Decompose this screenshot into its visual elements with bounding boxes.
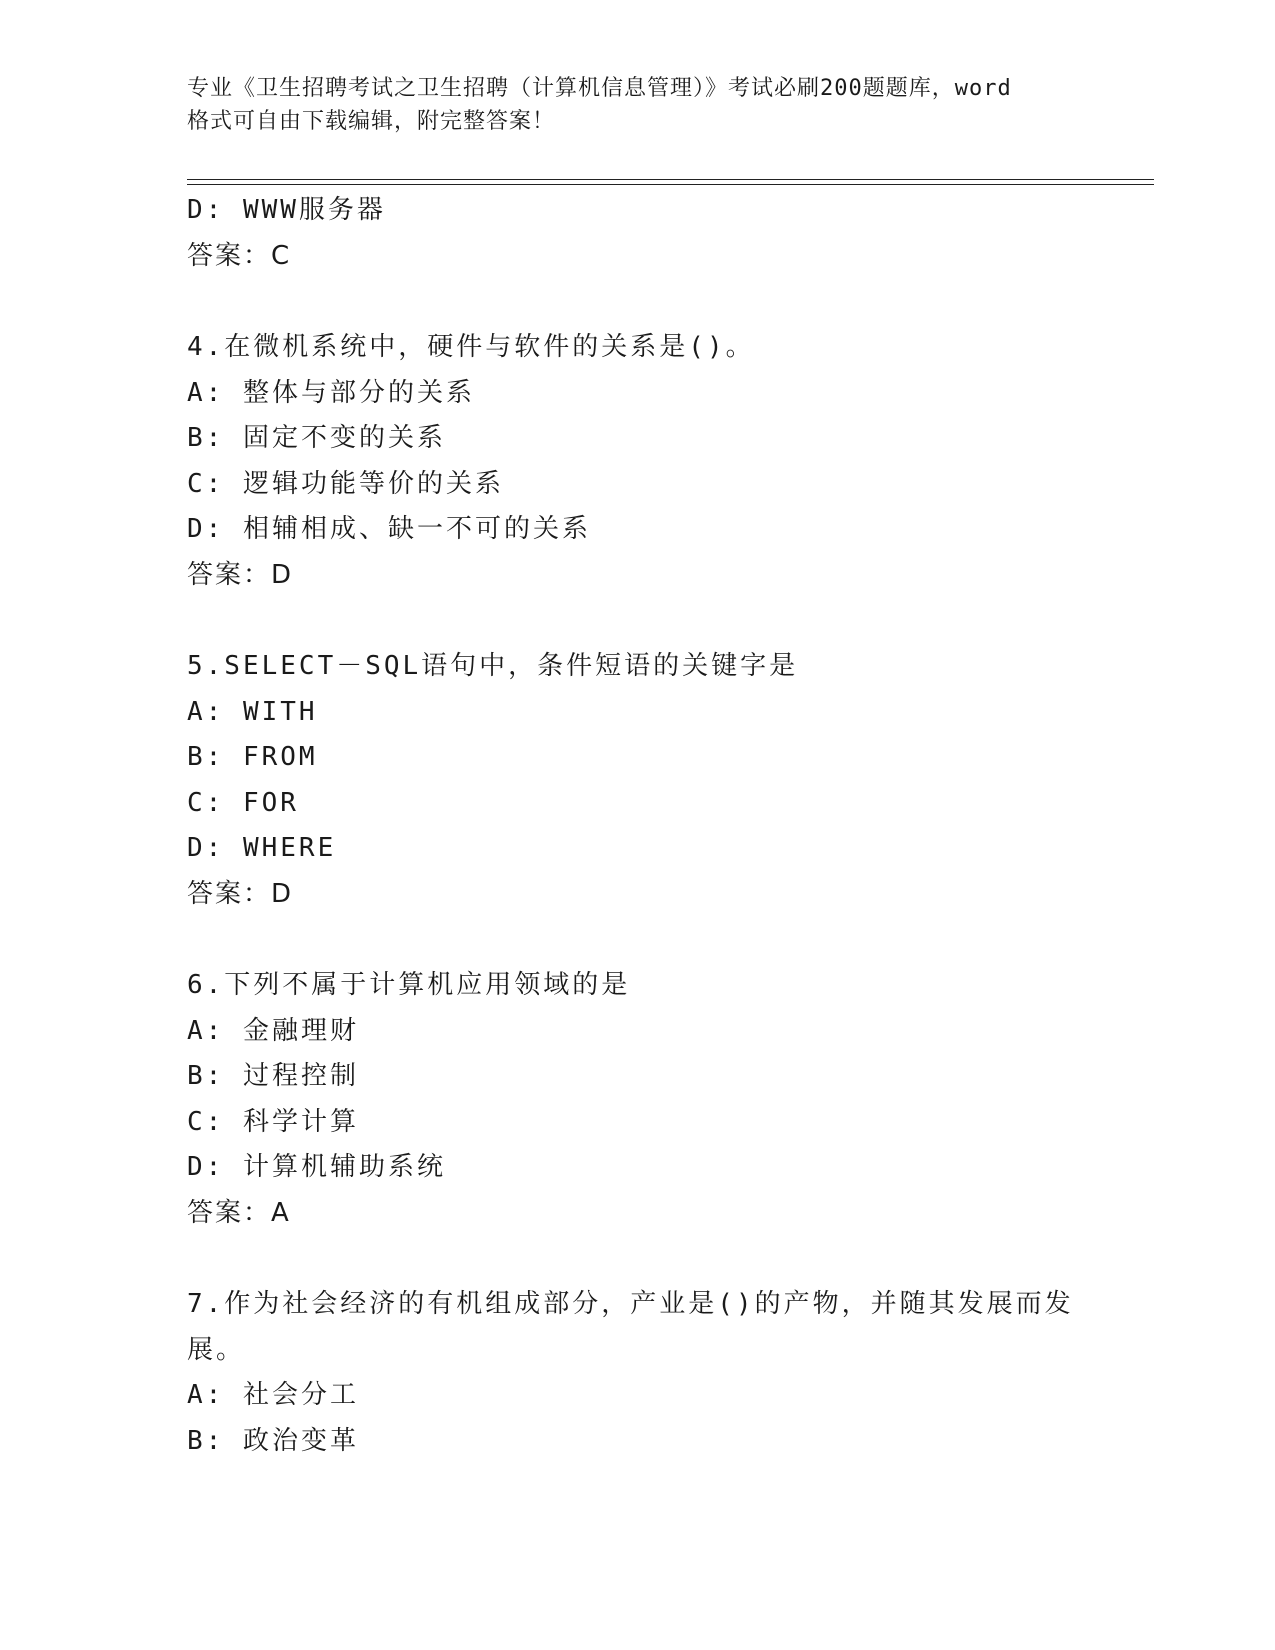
- question-list: [187, 188, 1087, 1464]
- question-stem: 6.下列不属于计算机应用领域的是: [187, 970, 631, 1000]
- option-b: B: 政治变革: [187, 1425, 359, 1456]
- option-a: A: WITH: [187, 696, 318, 727]
- header-divider: [187, 179, 1154, 185]
- question-stem: 4.在微机系统中，硬件与软件的关系是()。: [187, 332, 755, 362]
- option-b: B: 固定不变的关系: [187, 423, 446, 453]
- answer: 答案：C: [187, 240, 292, 271]
- option-c: C: 逻辑功能等价的关系: [187, 468, 504, 499]
- option-c: C: FOR: [187, 787, 299, 818]
- option-d: D: WHERE: [187, 833, 337, 863]
- header-title-line-1: 专业《卫生招聘考试之卫生招聘（计算机信息管理）》考试必刷200题题库，word: [187, 76, 1012, 101]
- option-a: A: 社会分工: [187, 1380, 359, 1410]
- question-5: [187, 644, 1087, 917]
- question-7: [187, 1282, 1087, 1464]
- question-6: [187, 963, 1087, 1236]
- header-title-line-2: 格式可自由下载编辑，附完整答案！: [187, 109, 556, 134]
- option-c: C: 科学计算: [187, 1106, 359, 1137]
- option-a: A: 整体与部分的关系: [187, 377, 475, 408]
- answer: 答案：D: [187, 559, 294, 590]
- question-stem-line-2: 展。: [187, 1334, 246, 1365]
- answer: 答案：D: [187, 878, 294, 909]
- option-a: A: 金融理财: [187, 1015, 359, 1046]
- question-4: [187, 325, 1087, 598]
- question-3-tail: [187, 188, 1087, 279]
- document-header: [187, 72, 1087, 138]
- answer: 答案：A: [187, 1197, 291, 1228]
- option-d: D: 相辅相成、缺一不可的关系: [187, 514, 591, 544]
- question-stem: 5.SELECT－SQL语句中，条件短语的关键字是: [187, 651, 799, 681]
- option-d: D: WWW服务器: [187, 195, 386, 225]
- option-d: D: 计算机辅助系统: [187, 1152, 446, 1182]
- option-b: B: FROM: [187, 742, 318, 772]
- option-b: B: 过程控制: [187, 1061, 359, 1091]
- question-stem-line-1: 7.作为社会经济的有机组成部分，产业是()的产物，并随其发展而发: [187, 1289, 1074, 1319]
